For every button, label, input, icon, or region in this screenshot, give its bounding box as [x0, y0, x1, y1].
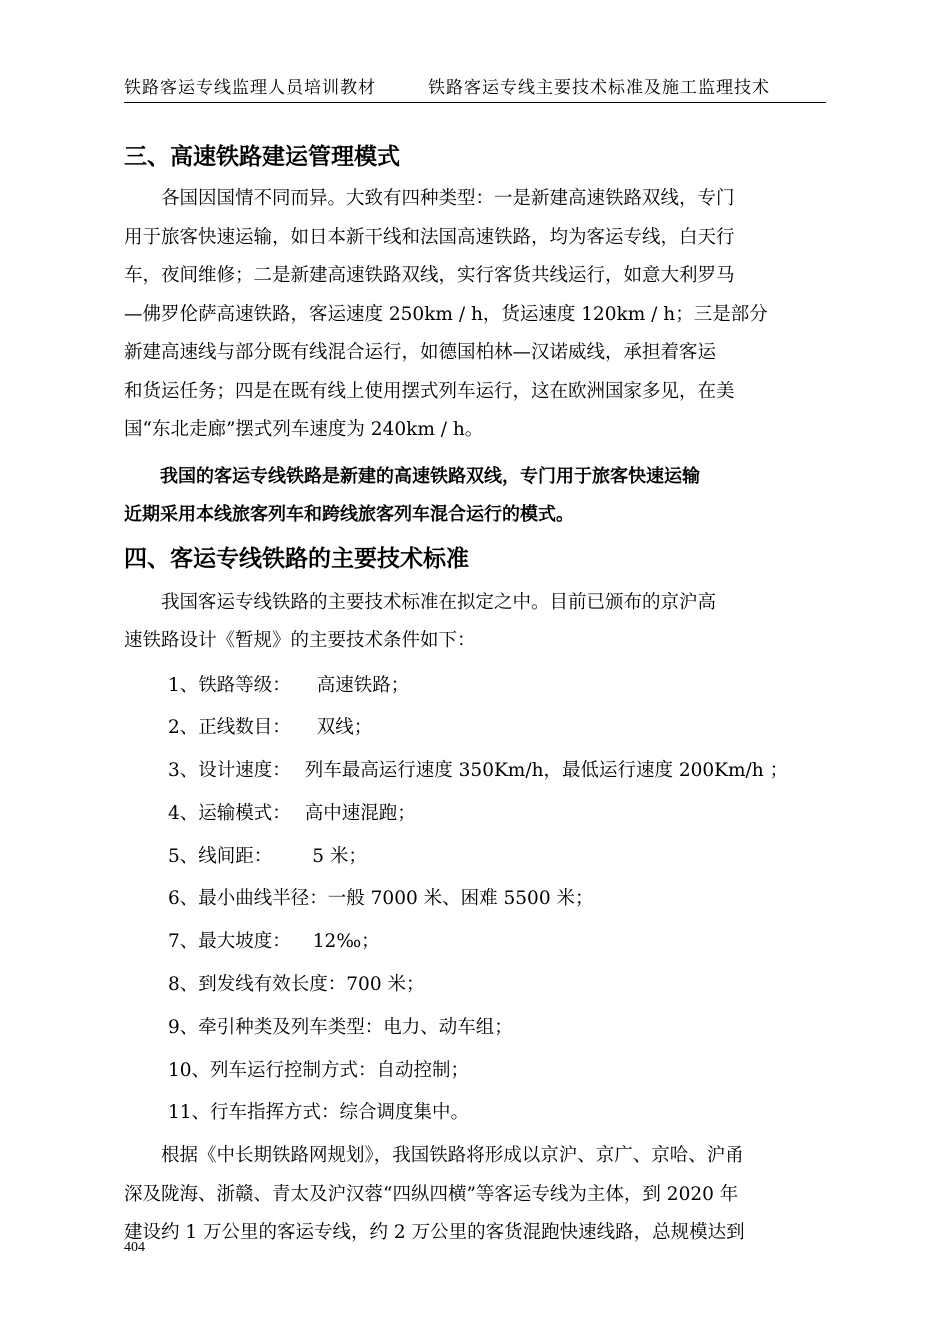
section-3-heading: 三、高速铁路建运管理模式: [124, 144, 400, 170]
paragraph-line: 速铁路设计《暂规》的主要技术条件如下：: [124, 630, 476, 651]
paragraph-line: 国“东北走廊”摆式列车速度为 240km / h。: [124, 419, 484, 440]
page-body: [124, 140, 826, 1253]
item-label: 2、正线数目：: [168, 717, 291, 739]
paragraph-line: 建设约 1 万公里的客运专线，约 2 万公里的客货混跑快速线路，总规模达到: [124, 1222, 745, 1244]
paragraph-line: 各国因国情不同而异。大致有四种类型：一是新建高速铁路双线，专门: [161, 188, 735, 209]
list-item: [124, 921, 826, 964]
paragraph-line: 用于旅客快速运输，如日本新干线和法国高速铁路，均为客运专线，白天行: [124, 226, 735, 248]
emphasis-line: 近期采用本线旅客列车和跨线旅客列车混合运行的模式。: [124, 503, 574, 525]
paragraph-line: —佛罗伦萨高速铁路，客运速度 250km / h，货运速度 120km / h；三是部分: [124, 303, 768, 325]
item-value: 一般 7000 米、困难 5500 米；: [327, 888, 594, 910]
item-label: 10、列车运行控制方式：: [168, 1059, 377, 1081]
paragraph-line: 深及陇海、浙赣、青太及沪汉蓉“四纵四横”等客运专线为主体，到 2020 年: [124, 1183, 739, 1205]
list-item: [124, 1007, 826, 1050]
item-value: 12‰；: [312, 931, 380, 953]
paragraph-line: 车，夜间维修；二是新建高速铁路双线，实行客货共线运行，如意大利罗马: [124, 265, 735, 286]
header-book-title: 铁路客运专线监理人员培训教材: [124, 78, 376, 98]
list-item: [124, 878, 826, 921]
item-value: 电力、动车组；: [383, 1016, 513, 1038]
list-item: [124, 964, 826, 1007]
item-label: 5、线间距：: [168, 845, 273, 867]
list-item: [124, 707, 826, 750]
item-label: 3、设计速度：: [168, 760, 291, 782]
item-label: 8、到发线有效长度：: [168, 974, 347, 996]
list-item: [124, 665, 826, 708]
paragraph-line: 新建高速线与部分既有线混合运行，如德国柏林—汉诺威线，承担着客运: [124, 342, 717, 363]
list-item: [124, 1050, 826, 1093]
item-value: 5 米；: [312, 845, 367, 867]
item-value: 自动控制；: [376, 1059, 470, 1081]
item-label: 1、铁路等级：: [168, 674, 291, 696]
item-value: 综合调度集中。: [339, 1102, 470, 1124]
item-label: 7、最大坡度：: [168, 931, 291, 953]
page-header: [124, 76, 826, 103]
item-value: 700 米；: [346, 974, 425, 996]
paragraph-line: 我国客运专线铁路的主要技术标准在拟定之中。目前已颁布的京沪高: [161, 591, 717, 613]
page-number: 404: [124, 1240, 145, 1255]
item-label: 6、最小曲线半径：: [168, 888, 328, 910]
tech-standards-list: [124, 665, 826, 1136]
section-4-intro: [124, 584, 826, 661]
item-value: 高中速混跑；: [304, 802, 416, 824]
section-4-heading: 四、客运专线铁路的主要技术标准: [124, 545, 469, 572]
emphasis-paragraph: [124, 458, 826, 534]
item-label: 4、运输模式：: [168, 802, 291, 824]
closing-paragraph: [124, 1137, 826, 1253]
item-label: 9、牵引种类及列车类型：: [168, 1016, 384, 1038]
item-value: 列车最高运行速度 350Km/h，最低运行速度 200Km/h ；: [304, 760, 789, 782]
item-value: 双线；: [316, 717, 373, 739]
emphasis-line: 我国的客运专线铁路是新建的高速铁路双线，专门用于旅客快速运输: [160, 465, 700, 487]
list-item: [124, 750, 826, 793]
section-3-paragraph: [124, 180, 826, 450]
list-item: [124, 1092, 826, 1135]
list-item: [124, 793, 826, 836]
paragraph-line: 根据《中长期铁路网规划》，我国铁路将形成以京沪、京广、京哈、沪甬: [161, 1145, 744, 1167]
list-item: [124, 836, 826, 879]
item-label: 11、行车指挥方式：: [168, 1102, 340, 1124]
item-value: 高速铁路；: [316, 674, 410, 696]
paragraph-line: 和货运任务；四是在既有线上使用摆式列车运行，这在欧洲国家多见，在美: [124, 380, 735, 402]
header-chapter-title: 铁路客运专线主要技术标准及施工监理技术: [428, 78, 770, 98]
